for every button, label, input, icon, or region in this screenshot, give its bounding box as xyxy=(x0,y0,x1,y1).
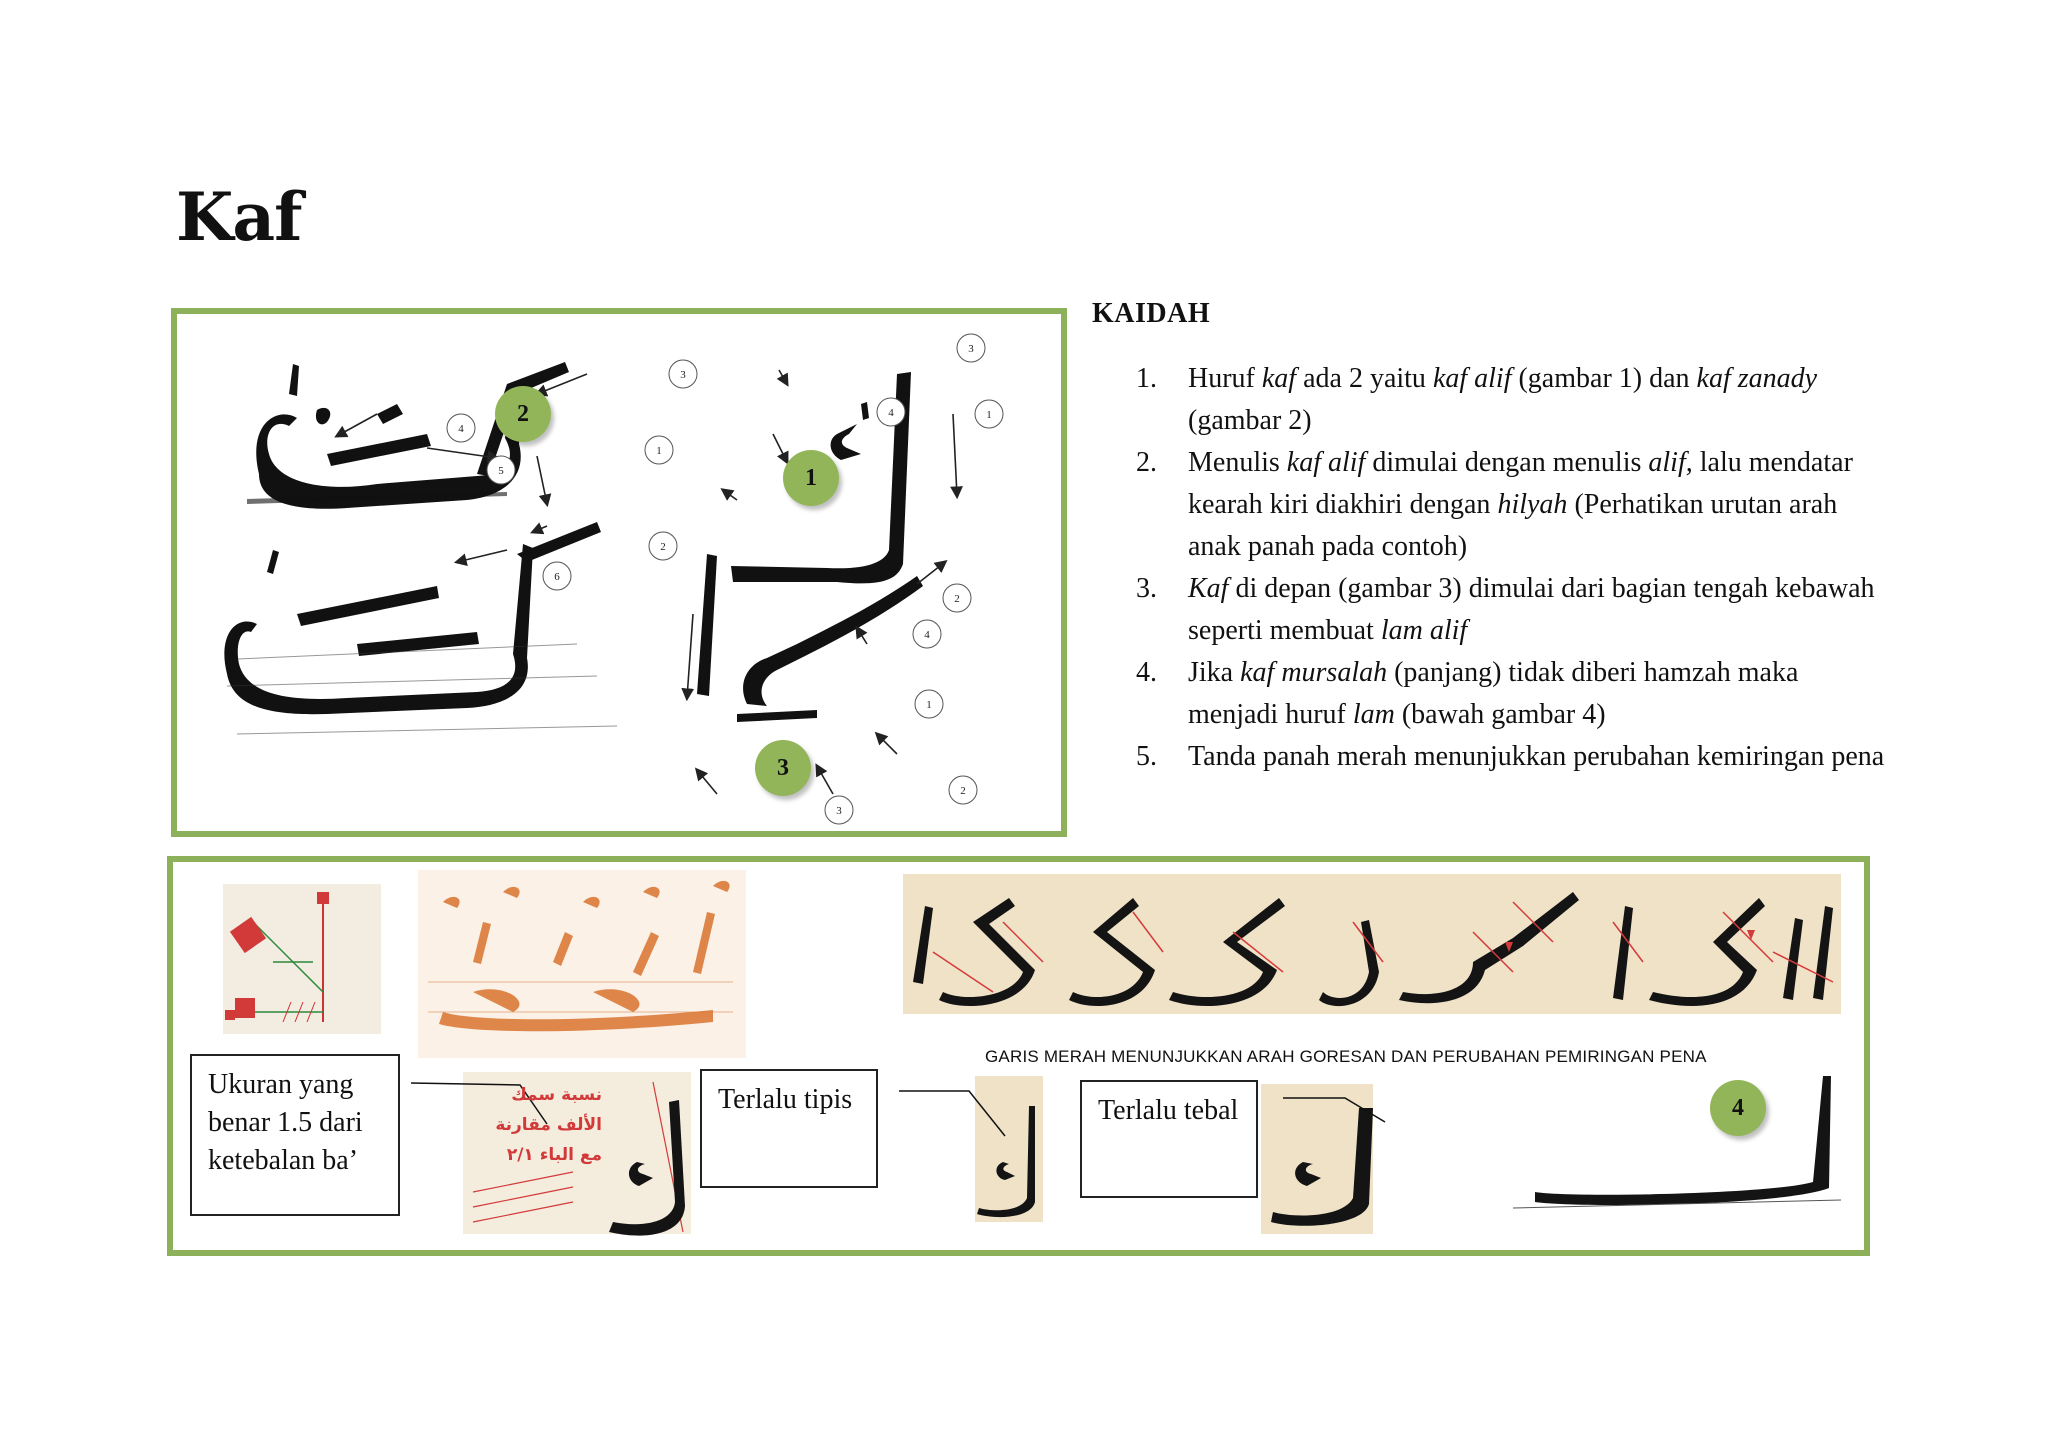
stroke-number-2 xyxy=(649,532,677,560)
arabic-note-line-2: الألف مقارنة xyxy=(495,1115,602,1135)
svg-text:4: 4 xyxy=(888,407,894,419)
svg-text:2: 2 xyxy=(660,541,666,553)
arabic-note-line-3: مع الباء ٢/١ xyxy=(506,1145,602,1165)
kaidah-heading: KAIDAH xyxy=(1092,298,1211,329)
arabic-note-line-1: نسبة سمك xyxy=(511,1085,602,1105)
kaidah-item xyxy=(1092,652,1892,736)
orange-calligraphy-sample xyxy=(418,870,746,1058)
kaidah-item-number: 1. xyxy=(1136,363,1157,394)
note-correct-size: Ukuran yang benar 1.5 dari ketebalan ba’ xyxy=(190,1054,400,1216)
note-too-thin: Terlalu tipis xyxy=(700,1069,878,1188)
svg-text:6: 6 xyxy=(554,571,560,583)
kaidah-term: kaf alif xyxy=(1432,363,1512,394)
kaidah-term: lam alif xyxy=(1380,615,1468,646)
kaf-initial-calligraphy xyxy=(224,522,923,722)
svg-text:2: 2 xyxy=(960,785,966,797)
kaidah-text: di depan (gambar 3) dimulai dari bagian tengah kebawah seperti membuat xyxy=(1188,573,1875,646)
kaidah-text: Menulis xyxy=(1188,447,1287,478)
svg-text:4: 4 xyxy=(458,423,464,435)
kaidah-term: kaf mursalah xyxy=(1240,657,1388,688)
kaf-mursalah-lam-sample xyxy=(1513,1076,1841,1208)
kaidah-text: (bawah gambar 4) xyxy=(1394,699,1606,730)
kaidah-term: kaf xyxy=(1261,363,1297,394)
stroke-number-1 xyxy=(645,436,673,464)
stroke-number-3 xyxy=(669,360,697,388)
stroke-number-5 xyxy=(487,456,515,484)
kaidah-term: lam xyxy=(1352,699,1395,730)
kaidah-term: kaf zanady xyxy=(1696,363,1818,394)
kaidah-text: Jika xyxy=(1188,657,1241,688)
kaidah-term: Kaf xyxy=(1188,573,1229,604)
svg-text:3: 3 xyxy=(968,343,974,355)
kaidah-text: ada 2 yaitu xyxy=(1296,363,1433,394)
kaidah-section xyxy=(1092,298,1892,778)
svg-text:3: 3 xyxy=(836,805,842,817)
stroke-order-illustration xyxy=(177,314,1061,831)
kaidah-item xyxy=(1092,442,1892,568)
kaidah-item-number: 4. xyxy=(1136,657,1157,688)
kaidah-item xyxy=(1092,358,1892,442)
kaidah-item xyxy=(1092,568,1892,652)
arabic-proportion-note xyxy=(462,1080,602,1170)
note-too-thick: Terlalu tebal xyxy=(1080,1080,1258,1198)
stroke-number-6 xyxy=(543,562,571,590)
svg-text:4: 4 xyxy=(924,629,930,641)
kaidah-text: lalu mendatar kearah kiri diakhiri dengan xyxy=(1188,447,1853,520)
figure-badge-1: 1 xyxy=(783,450,839,506)
kaidah-text: Tanda panah merah menunjukkan perubahan kemiringan pena xyxy=(1188,741,1885,772)
kaidah-text: (Perhatikan urutan arah anak panah pada contoh) xyxy=(1188,489,1838,562)
figure-badge-2: 2 xyxy=(495,386,551,442)
kaidah-term: hilyah xyxy=(1497,489,1568,520)
page-title: Kaf xyxy=(176,178,302,256)
svg-text:1: 1 xyxy=(986,409,992,421)
thin-kaf-sample xyxy=(975,1076,1043,1222)
svg-text:3: 3 xyxy=(680,369,686,381)
kaidah-text: (panjang) tidak diberi hamzah maka menjadi huruf xyxy=(1188,657,1799,730)
svg-text:1: 1 xyxy=(656,445,662,457)
svg-text:5: 5 xyxy=(498,465,504,477)
figure-badge-4: 4 xyxy=(1710,1080,1766,1136)
thick-kaf-sample xyxy=(1261,1084,1373,1234)
proportion-diagram xyxy=(223,884,381,1034)
kaidah-item-number: 2. xyxy=(1136,447,1157,478)
kaidah-text: dimulai dengan menulis xyxy=(1365,447,1649,478)
figure-badge-3: 3 xyxy=(755,740,811,796)
kaidah-text: Huruf xyxy=(1188,363,1262,394)
kaidah-term: alif, xyxy=(1648,447,1693,478)
kaidah-item-number: 5. xyxy=(1136,741,1157,772)
svg-text:1: 1 xyxy=(926,699,932,711)
red-line-caption: GARIS MERAH MENUNJUKKAN ARAH GORESAN DAN PERUBAHAN PEMIRINGAN PENA xyxy=(985,1047,1707,1066)
kaidah-text: (gambar 1) dan xyxy=(1511,363,1697,394)
parchment-strip-kaf-examples xyxy=(903,874,1841,1014)
stroke-order-figure xyxy=(171,308,1067,837)
kaidah-item-number: 3. xyxy=(1136,573,1157,604)
stroke-number-4 xyxy=(447,414,475,442)
kaidah-term: kaf alif xyxy=(1286,447,1366,478)
kaidah-list xyxy=(1092,358,1892,778)
kaidah-item xyxy=(1092,736,1892,778)
kaidah-text: (gambar 2) xyxy=(1188,405,1312,436)
svg-text:2: 2 xyxy=(954,593,960,605)
